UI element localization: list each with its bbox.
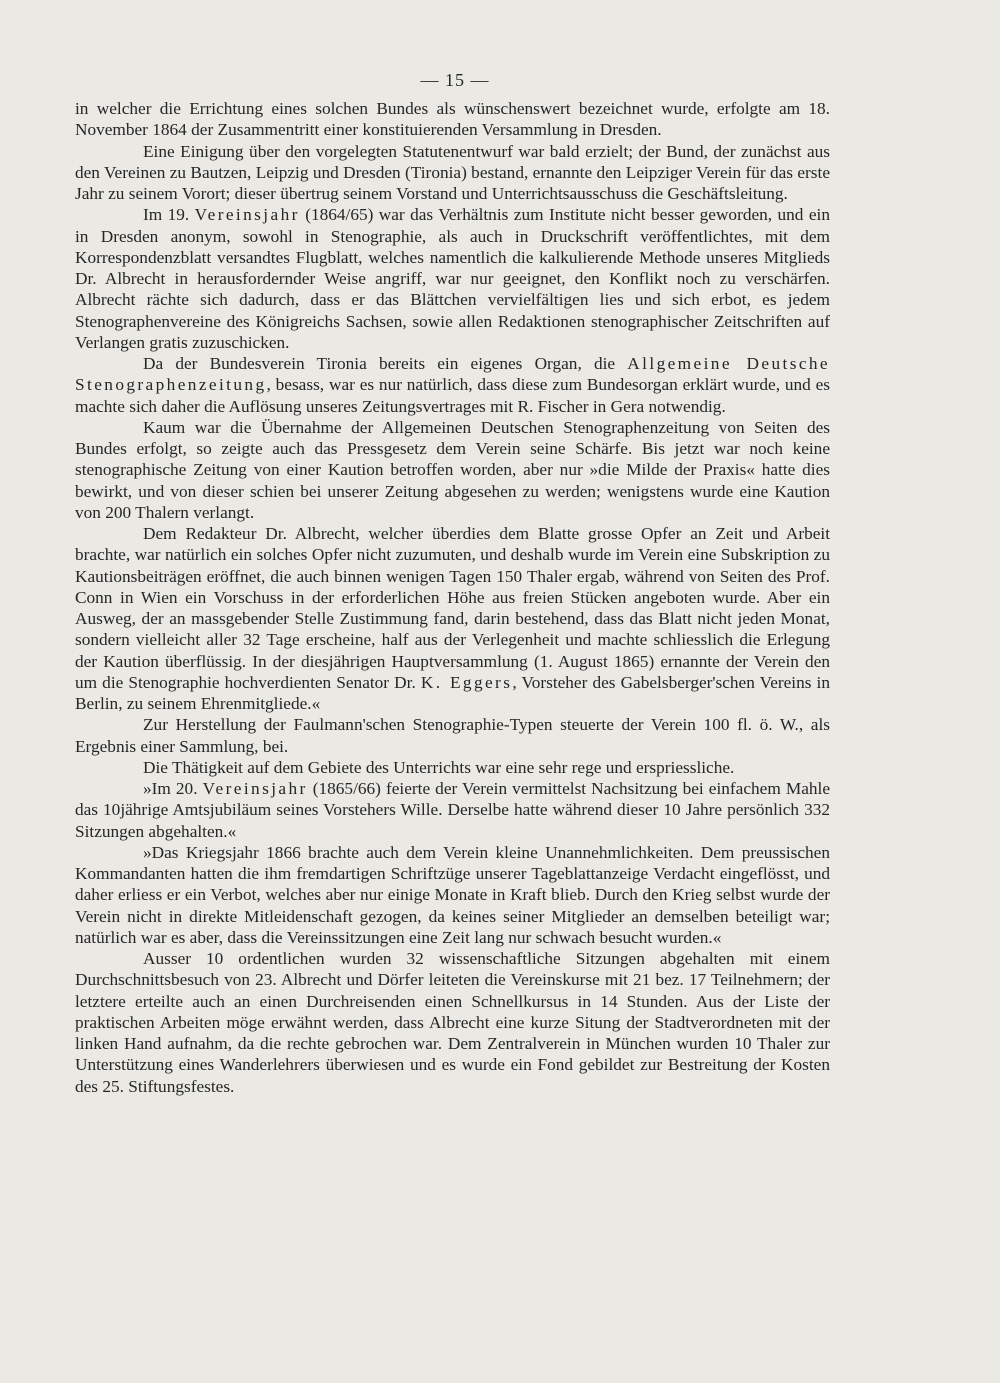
text-run: , besass, war es nur natürlich, dass diese zum Bundesorgan erklärt wurde, und es machte sich daher die Auflösung unseres Zeitungsvertrages mit R. Fischer in Gera notwendig. xyxy=(75,375,830,416)
paragraph xyxy=(75,778,830,842)
text-run: in welcher die Errichtung eines solchen Bundes als wünschenswert bezeichnet wurde, erfolgte am 18. November 1864 der Zusammentritt einer konstituierenden Versammlung in Dresden. xyxy=(75,99,830,140)
spaced-emphasis: K. Eggers xyxy=(420,672,513,692)
text-run: Kaum war die Übernahme der Allgemeinen Deutschen Stenographenzeitung von Seiten des Bundes erfolgt, so zeigte auch das Pressgesetz dem Verein seine Schärfe. Bis jetzt war noch keine stenographische Zeitung von einer Kaution betroffen worden, aber nur »die Milde der Praxis« hatte dies bewirkt, und von dieser schien bei unserer Zeitung abgesehen zu werden; wenigstens wurde eine Kaution von 200 Thalern verlangt. xyxy=(75,417,830,522)
text-run: »Das Kriegsjahr 1866 brachte auch dem Verein kleine Unannehmlichkeiten. Dem preussischen Kommandanten hatten die ihm fremdartigen Schriftzüge unserer Tageblattanzeige Verdacht eingeflösst, und daher erliess er ein Verbot, welches aber nur einige Monate in Kraft blieb. Durch den Krieg selbst wurde der Verein nicht in direkte Mitleidenschaft gezogen, da keines seiner Mitglieder an demselben beteiligt war; natürlich war es aber, dass die Vereinssitzungen eine Zeit lang nur schwach besucht wurden.« xyxy=(75,842,830,947)
text-run: Im 19. xyxy=(143,205,195,225)
spaced-emphasis: Vereinsjahr xyxy=(202,779,308,798)
text-run: (1864/65) war das Verhältnis zum Institute nicht besser geworden, und ein in Dresden anonym, sowohl in Stenographie, als auch in Druckschrift veröffentlichtes, mit dem Korrespondenzblatt versandtes Flugblatt, welches namentlich die kalkulierende Methode unseres Mitglieds Dr. Albrecht in herausfordernder Weise angriff, war nur geeignet, den Konflikt noch zu verschärfen. Albrecht rächte sich dadurch, dass er das Blättchen vervielfältigen lies und sich erbot, es jedem Stenographenvereine des Königreichs Sachsen, sowie allen Redaktionen stenographischer Zeitschriften auf Verlangen gratis zuzuschicken. xyxy=(75,205,830,352)
text-run: Zur Herstellung der Faulmann'schen Stenographie-Typen steuerte der Verein 100 fl. ö. W., als Ergebnis einer Sammlung, bei. xyxy=(75,715,830,756)
text-run: Ausser 10 ordentlichen wurden 32 wissenschaftliche Sitzungen abgehalten mit einem Durchschnittsbesuch von 23. Albrecht und Dörfer leiteten die Vereinskurse mit 21 bez. 17 Teilnehmern; der letztere erteilte auch an einen Durchreisenden einen Schnellkursus in 14 Stunden. Aus der Liste der praktischen Arbeiten möge erwähnt werden, dass Albrecht eine kurze Situng der Stadtverordneten mit der linken Hand aufnahm, da die rechte gebrochen war. Dem Zentralverein in München wurden 10 Thaler zur Unterstützung eines Wanderlehrers überwiesen und es wurde ein Fond gebildet zur Bestreitung der Kosten des 25. Stiftungsfestes. xyxy=(75,949,830,1096)
paragraph xyxy=(75,714,830,757)
spaced-emphasis: Vereinsjahr xyxy=(194,205,300,225)
paragraph xyxy=(75,523,830,714)
paragraph xyxy=(75,98,830,141)
text-run: , Vorsteher des Gabelsberger'schen Vereins in Berlin, zu seinem Ehrenmitgliede.« xyxy=(75,672,830,713)
page-number: — 15 — xyxy=(420,70,490,90)
paragraph xyxy=(75,842,830,948)
paragraph xyxy=(75,141,830,205)
text-run: Da der Bundesverein Tironia bereits ein eigenes Organ, die xyxy=(143,354,628,373)
text-run: (1865/66) feierte der Verein vermittelst Nachsitzung bei einfachem Mahle das 10jährige Amtsjubiläum seines Vorstehers Wille. Derselbe hatte während dieser 10 Jahre persönlich 332 Sitzungen abgehalten.« xyxy=(75,779,830,841)
paragraph xyxy=(75,417,830,523)
paragraph xyxy=(75,353,830,417)
paragraph xyxy=(75,757,830,778)
paragraph xyxy=(75,204,830,353)
body-text xyxy=(75,98,830,1097)
text-run: Die Thätigkeit auf dem Gebiete des Unterrichts war eine sehr rege und erspriessliche. xyxy=(143,757,735,777)
text-run: Eine Einigung über den vorgelegten Statutenentwurf war bald erzielt; der Bund, der zunächst aus den Vereinen zu Bautzen, Leipzig und Dresden (Tironia) bestand, ernannte den Leipziger Verein für das erste Jahr zu seinem Vorort; dieser übertrug seinem Vorstand und Unterrichtsausschuss die Geschäftsleitung. xyxy=(75,141,830,203)
text-run: Dem Redakteur Dr. Albrecht, welcher überdies dem Blatte grosse Opfer an Zeit und Arbeit brachte, war natürlich ein solches Opfer nicht zuzumuten, und deshalb wurde im Verein eine Subskription zu Kautionsbeiträgen eröffnet, die auch binnen wenigen Tagen 150 Thaler ergab, während von Seiten des Prof. Conn in Wien ein Vorschuss in der erforderlichen Höhe aus freien Stücken angeboten wurde. Aber ein Ausweg, der an massgebender Stelle Zustimmung fand, darin bestehend, dass das Blatt nicht jeden Monat, sondern vielleicht aller 32 Tage erscheine, half aus der Verlegenheit und machte schliesslich die Erlegung der Kaution überflüssig. In der diesjährigen Hauptversammlung (1. August 1865) ernannte der Verein den um die Stenographie hochverdienten Senator Dr. xyxy=(75,524,830,692)
spaced-emphasis: Allgemeine Deutsche Stenographenzeitung xyxy=(75,354,830,395)
text-run: »Im 20. xyxy=(143,779,203,798)
paragraph xyxy=(75,948,830,1097)
